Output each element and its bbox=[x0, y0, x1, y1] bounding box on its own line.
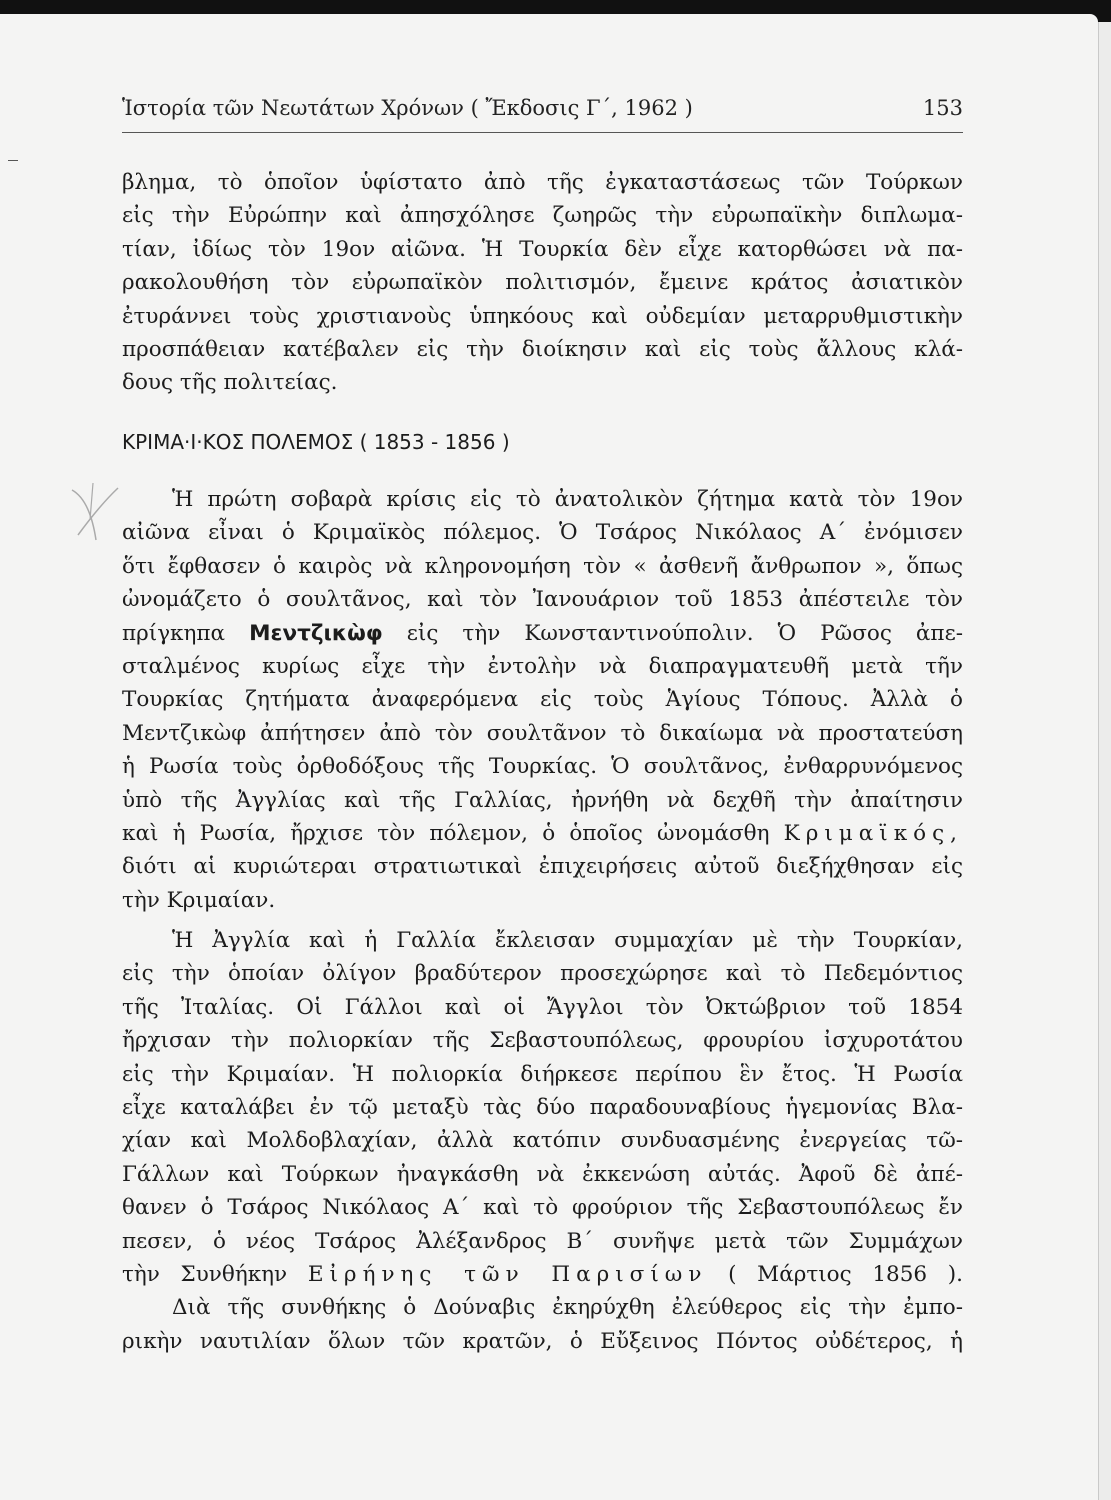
text-line: τὴν Κριμαίαν. bbox=[122, 887, 276, 913]
running-header bbox=[122, 96, 963, 120]
spaced-term: Εἰρήνης τῶν Παρισίων bbox=[307, 1261, 708, 1287]
text-segment: ( Μάρτιος 1856 ). bbox=[728, 1261, 963, 1287]
text-line: ἤρχισαν τὴν πολιορκίαν τῆς Σεβαστουπόλεως, φρουρίου ἰσχυροτάτου bbox=[122, 1028, 963, 1054]
text-line: Διὰ τῆς συνθήκης ὁ Δούναβις ἐκηρύχθη ἐλεύθερος εἰς τὴν ἐμπο- bbox=[172, 1295, 963, 1321]
text-line bbox=[122, 1258, 963, 1291]
text-line: Μεντζικὼφ ἀπήτησεν ἀπὸ τὸν σουλτᾶνον τὸ δικαίωμα νὰ προστατεύση bbox=[122, 720, 963, 746]
text-line: σταλμένος κυρίως εἶχε τὴν ἐντολὴν νὰ διαπραγματευθῆ μετὰ τῆν bbox=[122, 653, 963, 679]
running-title: Ἱστορία τῶν Νεωτάτων Χρόνων ( Ἔκδοσις Γ΄, 1962 ) bbox=[122, 96, 693, 120]
text-line: αἰῶνα εἶναι ὁ Κριμαϊκὸς πόλεμος. Ὁ Τσάρος Νικόλαος Α΄ ἐνόμισεν bbox=[122, 520, 963, 546]
text-line: Ἡ πρώτη σοβαρὰ κρίσις εἰς τὸ ἀνατολικὸν ζήτημα κατὰ τὸν 19ον bbox=[172, 487, 963, 512]
text-line: ὅτι ἔφθασεν ὁ καιρὸς νὰ κληρονομήση τὸν « ἀσθενῆ ἄνθρωπον », ὅπως bbox=[122, 553, 963, 579]
text-line: ρικὴν ναυτιλίαν ὅλων τῶν κρατῶν, ὁ Εὔξεινος Πόντος οὐδέτερος, ἡ bbox=[122, 1328, 963, 1354]
text-line: ἐτυράννει τοὺς χριστιανοὺς ὑπηκόους καὶ οὐδεμίαν μεταρρυθμιστικὴν bbox=[122, 303, 963, 329]
text-line: ἡ Ρωσία τοὺς ὀρθοδόξους τῆς Τουρκίας. Ὁ σουλτᾶνος, ἐνθαρρυνόμενος bbox=[122, 754, 963, 780]
page-number: 153 bbox=[922, 96, 963, 120]
text-segment: εἰς τὴν Κωνσταντινούπολιν. Ὁ Ρῶσος ἀπε- bbox=[406, 620, 963, 646]
text-line: προσπάθειαν κατέβαλεν εἰς τὴν διοίκησιν καὶ εἰς τοὺς ἄλλους κλά- bbox=[122, 336, 963, 362]
text-segment: τὴν Συνθήκην bbox=[122, 1261, 288, 1287]
paragraph-3 bbox=[122, 924, 963, 1358]
text-line: εἶχε καταλάβει ἐν τῷ μεταξὺ τὰς δύο παραδουναβίους ἡγεμονίας Βλα- bbox=[122, 1094, 963, 1120]
text-line: τίαν, ἰδίως τὸν 19ον αἰῶνα. Ἡ Τουρκία δὲν εἶχε κατορθώσει νὰ πα- bbox=[122, 236, 963, 262]
text-line: ὑπὸ τῆς Ἀγγλίας καὶ τῆς Γαλλίας, ἠρνήθη νὰ δεχθῆ τὴν ἀπαίτησιν bbox=[122, 787, 963, 813]
text-line: τῆς Ἰταλίας. Οἱ Γάλλοι καὶ οἱ Ἄγγλοι τὸν Ὀκτώβριον τοῦ 1854 bbox=[122, 994, 963, 1020]
section-heading: ΚΡΙΜΑ·Ι·ΚΟΣ ΠΟΛΕΜΟΣ ( 1853 - 1856 ) bbox=[122, 430, 510, 454]
text-line: θανεν ὁ Τσάρος Νικόλαος Α΄ καὶ τὸ φρούριον τῆς Σεβαστουπόλεως ἔν bbox=[122, 1195, 963, 1221]
text-line: εἰς τὴν ὁποίαν ὀλίγον βραδύτερον προσεχώρησε καὶ τὸ Πεδεμόντιος bbox=[122, 961, 963, 987]
paragraph-2 bbox=[122, 483, 963, 917]
text-line: πεσεν, ὁ νέος Τσάρος Ἀλέξανδρος Β΄ συνῆψε μετὰ τῶν Συμμάχων bbox=[122, 1228, 963, 1254]
text-line: διότι αἱ κυριώτεραι στρατιωτικαὶ ἐπιχειρήσεις αὐτοῦ διεξήχθησαν εἰς bbox=[122, 854, 963, 880]
text-line: ρακολουθήση τὸν εὐρωπαϊκὸν πολιτισμόν, ἔμεινε κράτος ἀσιατικὸν bbox=[122, 270, 963, 296]
text-line: Γάλλων καὶ Τούρκων ἠναγκάσθη νὰ ἐκκενώση αὐτάς. Ἀφοῦ δὲ ἀπέ- bbox=[122, 1161, 963, 1187]
text-line: χίαν καὶ Μολδοβλαχίαν, ἀλλὰ κατόπιν συνδυασμένης ἐνεργείας τῶ- bbox=[122, 1128, 963, 1154]
text-line bbox=[122, 817, 963, 850]
pencil-x-mark-icon bbox=[70, 480, 130, 550]
text-line: εἰς τὴν Εὐρώπην καὶ ἀπησχόλησε ζωηρῶς τὴν εὐρωπαϊκὴν διπλωμα- bbox=[122, 203, 963, 229]
margin-mark bbox=[8, 160, 18, 161]
next-page-edge bbox=[1098, 22, 1111, 1500]
text-segment: καὶ ἡ Ρωσία, ἤρχισε τὸν πόλεμον, ὁ ὁποῖος ὠνομάσθη bbox=[122, 820, 770, 846]
text-line: δους τῆς πολιτείας. bbox=[122, 370, 338, 396]
paragraph-1 bbox=[122, 166, 963, 400]
text-line: βλημα, τὸ ὁποῖον ὑφίστατο ἀπὸ τῆς ἐγκαταστάσεως τῶν Τούρκων bbox=[122, 170, 963, 195]
spaced-term: Κριμαϊκός, bbox=[783, 820, 963, 846]
bold-name: Μεντζικὼφ bbox=[249, 620, 383, 646]
text-line: Τουρκίας ζητήματα ἀναφερόμενα εἰς τοὺς Ἁγίους Τόπους. Ἀλλὰ ὁ bbox=[122, 687, 963, 713]
text-line: εἰς τὴν Κριμαίαν. Ἡ πολιορκία διήρκεσε περίπου ἓν ἔτος. Ἡ Ρωσία bbox=[122, 1061, 963, 1087]
text-segment: πρίγκηπα bbox=[122, 620, 226, 646]
text-line: Ἡ Ἀγγλία καὶ ἡ Γαλλία ἔκλεισαν συμμαχίαν μὲ τὴν Τουρκίαν, bbox=[172, 928, 963, 953]
text-line bbox=[122, 617, 963, 650]
header-rule bbox=[122, 132, 963, 133]
text-line: ὠνομάζετο ὁ σουλτᾶνος, καὶ τὸν Ἰανουάριον τοῦ 1853 ἀπέστειλε τὸν bbox=[122, 587, 963, 613]
